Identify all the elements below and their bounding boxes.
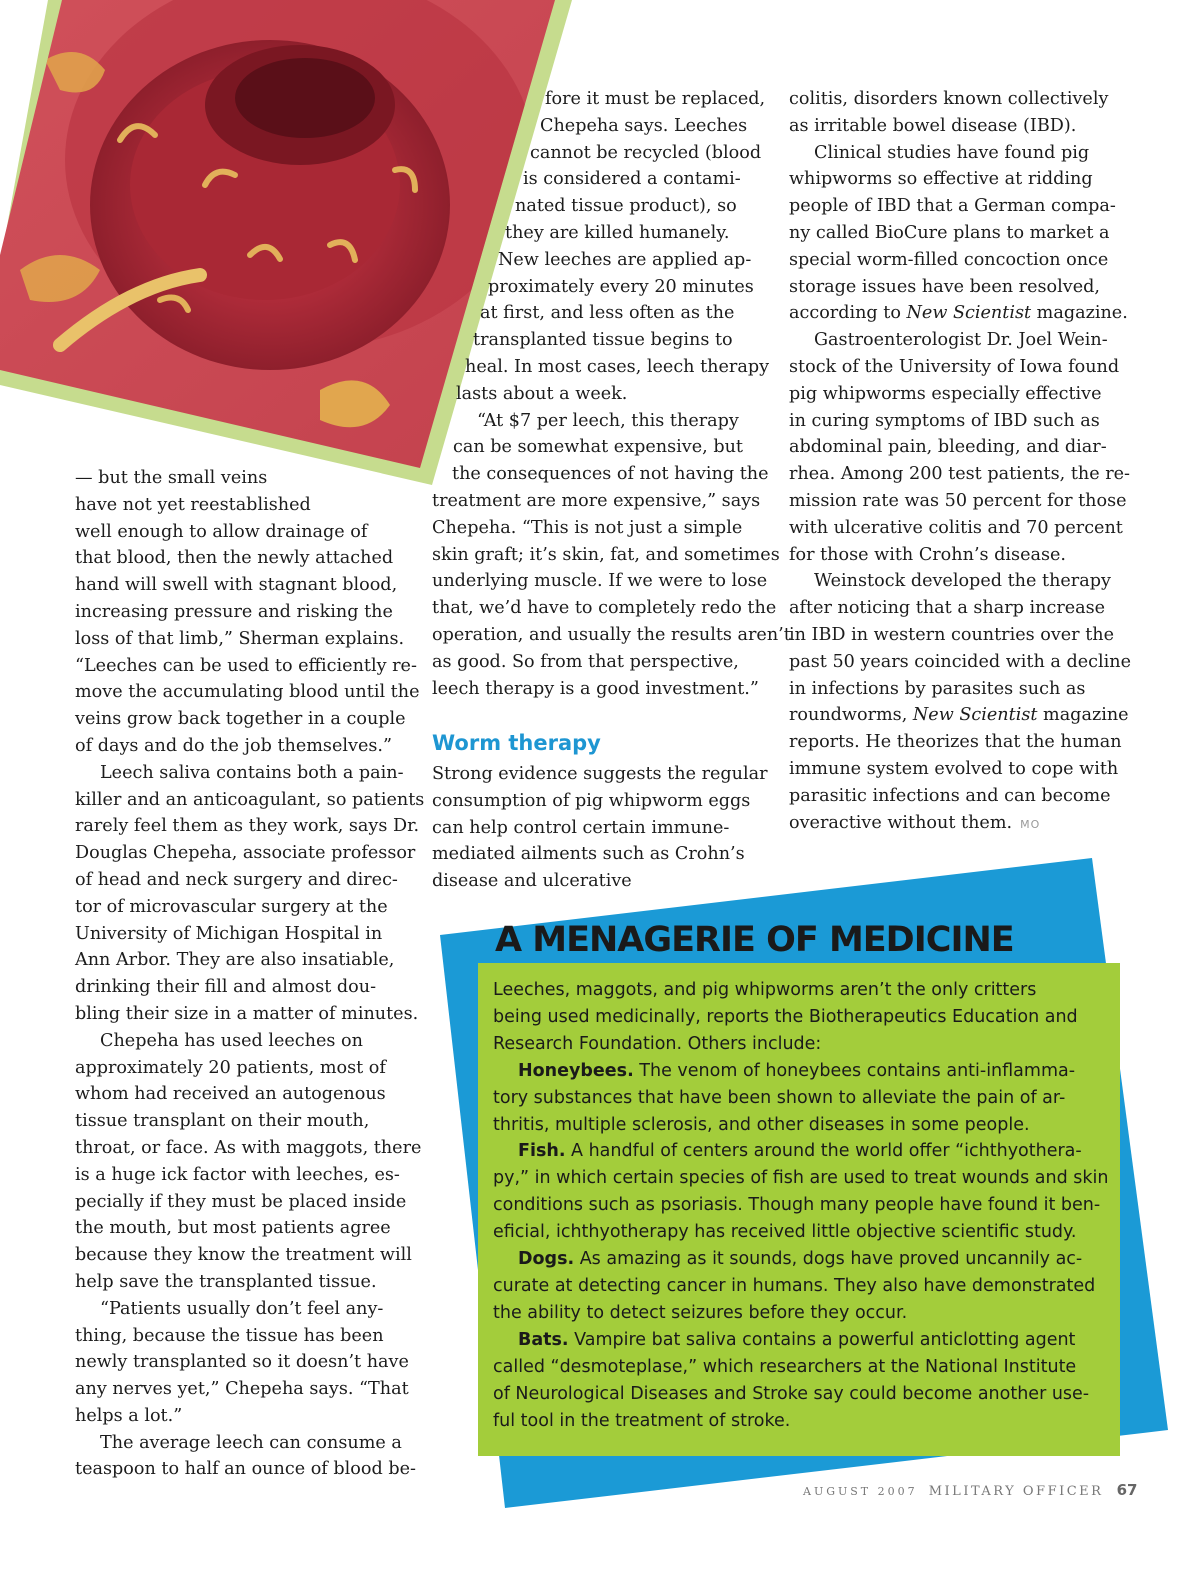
text-line: hand will swell with stagnant blood, [75, 575, 398, 596]
sidebar-item-lead: Dogs. [518, 1249, 575, 1270]
text-line: overactive without them. MO [789, 812, 1041, 833]
signoff-mark: MO [1020, 817, 1041, 831]
text-line: the ability to detect seizures before they occur. [493, 1302, 908, 1323]
text-line: “Leeches can be used to efficiently re- [75, 655, 417, 676]
sidebar-item-lead: Honeybees. [518, 1060, 634, 1081]
text-line: pig whipworms especially effective [789, 383, 1102, 404]
text-line: is a huge ick factor with leeches, es- [75, 1164, 400, 1185]
text-line: “At $7 per leech, this therapy [477, 410, 739, 431]
text-line: mission rate was 50 percent for those [789, 490, 1127, 511]
sidebar-body [493, 977, 1113, 1434]
text-line: for those with Crohn’s disease. [789, 544, 1067, 565]
sidebar-item-lead: Bats. [518, 1329, 569, 1350]
page-number: 67 [1116, 1481, 1138, 1499]
text-line: can help control certain immune- [432, 817, 730, 838]
text-line: can be somewhat expensive, but [453, 437, 743, 458]
text-line: thing, because the tissue has been [75, 1325, 384, 1346]
text-line: Fish. A handful of centers around the world offer “ichthyothera- [518, 1141, 1082, 1162]
text-line: rhea. Among 200 test patients, the re- [789, 464, 1130, 485]
text-line: ful tool in the treatment of stroke. [493, 1410, 791, 1431]
text-line: of Neurological Diseases and Stroke say could become another use- [493, 1383, 1090, 1404]
text-line: as good. So from that perspective, [432, 651, 739, 672]
text-line: heal. In most cases, leech therapy [465, 356, 770, 377]
text-line: drinking their fill and almost dou- [75, 977, 377, 998]
footer-date: AUGUST 2007 [803, 1485, 918, 1498]
text-line: colitis, disorders known collectively [789, 89, 1109, 109]
text-line: according to New Scientist magazine. [789, 303, 1128, 324]
text-line: well enough to allow drainage of [75, 521, 368, 542]
text-line: mediated ailments such as Crohn’s [432, 844, 745, 865]
text-line: newly transplanted so it doesn’t have [75, 1352, 409, 1373]
text-line: Honeybees. The venom of honeybees contains anti-inflamma- [518, 1060, 1076, 1081]
text-line: Leech saliva contains both a pain- [100, 762, 404, 783]
text-line: veins grow back together in a couple [75, 709, 406, 730]
text-line: Chepeha. “This is not just a simple [432, 517, 743, 538]
text-line: the mouth, but most patients agree [75, 1218, 391, 1239]
sidebar-item [493, 1246, 1113, 1327]
text-line: loss of that limb,” Sherman explains. [75, 628, 405, 649]
sidebar-item [493, 1138, 1113, 1246]
text-line: py,” in which certain species of fish are used to treat wounds and skin [493, 1168, 1109, 1189]
text-line: Dogs. As amazing as it sounds, dogs have proved uncannily ac- [518, 1249, 1083, 1270]
text-line: at first, and less often as the [480, 303, 735, 324]
text-line: leech therapy is a good investment.” [432, 678, 759, 699]
text-line: New leeches are applied ap- [498, 249, 752, 270]
text-line: operation, and usually the results aren’t [432, 624, 791, 645]
text-line: thritis, multiple sclerosis, and other diseases in some people. [493, 1114, 1030, 1135]
text-line: treatment are more expensive,” says [432, 490, 761, 511]
text-line: in IBD in western countries over the [789, 624, 1115, 645]
text-line: storage issues have been resolved, [789, 276, 1100, 297]
sidebar-item-lead: Fish. [518, 1141, 566, 1162]
text-line: special worm-filled concoction once [789, 249, 1109, 270]
text-line: tory substances that have been shown to alleviate the pain of ar- [493, 1087, 1066, 1108]
text-line: Gastroenterologist Dr. Joel Wein- [814, 330, 1108, 351]
text-line: as irritable bowel disease (IBD). [789, 115, 1077, 136]
text-line: abdominal pain, bleeding, and diar- [789, 437, 1107, 458]
text-line: parasitic infections and can become [789, 785, 1111, 806]
text-line: Chepeha says. Leeches [540, 115, 748, 136]
text-line: skin graft; it’s skin, fat, and sometimes [432, 544, 780, 565]
text-line: they are killed humanely. [505, 222, 730, 243]
text-line: eficial, ichthyotherapy has received little objective scientific study. [493, 1222, 1077, 1243]
text-line: with ulcerative colitis and 70 percent [789, 517, 1123, 538]
footer-magazine: MILITARY OFFICER [928, 1484, 1104, 1499]
text-line: helps a lot.” [75, 1405, 183, 1426]
text-line: The average leech can consume a [100, 1432, 402, 1453]
text-line: University of Michigan Hospital in [75, 923, 383, 944]
text-line: that, we’d have to completely redo the [432, 598, 777, 619]
text-line: after noticing that a sharp increase [789, 598, 1106, 619]
text-line: Research Foundation. Others include: [493, 1033, 822, 1054]
text-line: that blood, then the newly attached [75, 548, 394, 569]
text-line: past 50 years coincided with a decline [789, 651, 1131, 672]
text-line: disease and ulcerative [432, 871, 632, 892]
text-line: fore it must be replaced, [545, 89, 766, 109]
text-line: any nerves yet,” Chepeha says. “That [75, 1379, 409, 1400]
text-line: throat, or face. As with maggots, there [75, 1137, 422, 1158]
worm-therapy-subhead: Worm therapy [432, 731, 601, 755]
text-line: stock of the University of Iowa found [789, 356, 1120, 377]
text-line: tor of microvascular surgery at the [75, 896, 388, 917]
sidebar-item [493, 1058, 1113, 1139]
text-line: being used medicinally, reports the Biotherapeutics Education and [493, 1006, 1078, 1027]
text-line: Weinstock developed the therapy [814, 571, 1111, 592]
text-line: whipworms so effective at ridding [789, 169, 1093, 190]
text-line: pecially if they must be placed inside [75, 1191, 407, 1212]
text-line: “Patients usually don’t feel any- [100, 1298, 384, 1319]
text-line: consumption of pig whipworm eggs [432, 790, 751, 811]
text-line: tissue transplant on their mouth, [75, 1111, 370, 1132]
text-line: transplanted tissue begins to [473, 330, 733, 351]
text-line: have not yet reestablished [75, 494, 311, 515]
text-line: curate at detecting cancer in humans. They also have demonstrated [493, 1275, 1096, 1296]
text-line: Bats. Vampire bat saliva contains a powerful anticlotting agent [518, 1329, 1076, 1350]
sidebar-intro [493, 977, 1113, 1058]
text-line: the consequences of not having the [452, 464, 769, 485]
text-line: people of IBD that a German compa- [789, 196, 1116, 217]
text-line: bling their size in a matter of minutes. [75, 1003, 419, 1024]
text-line: reports. He theorizes that the human [789, 732, 1122, 753]
text-line: Ann Arbor. They are also insatiable, [75, 950, 395, 971]
sidebar-item [493, 1327, 1113, 1435]
text-line: proximately every 20 minutes [488, 276, 754, 297]
text-line: killer and an anticoagulant, so patients [75, 789, 425, 810]
text-line: Leeches, maggots, and pig whipworms aren’t the only critters [493, 980, 1037, 1000]
text-line: of days and do the job themselves.” [75, 735, 392, 756]
text-line: Douglas Chepeha, associate professor [75, 843, 416, 864]
text-line: help save the transplanted tissue. [75, 1271, 377, 1292]
text-line: is considered a contami- [523, 169, 741, 190]
text-line: underlying muscle. If we were to lose [432, 571, 768, 592]
text-line: in infections by parasites such as [789, 678, 1086, 699]
text-line: nated tissue product), so [515, 196, 737, 217]
text-line: Strong evidence suggests the regular [432, 764, 768, 784]
text-line: ny called BioCure plans to market a [789, 222, 1110, 243]
text-line: roundworms, New Scientist magazine [789, 705, 1129, 726]
text-line: move the accumulating blood until the [75, 682, 420, 703]
text-line: teaspoon to half an ounce of blood be- [75, 1459, 416, 1480]
text-line: increasing pressure and risking the [75, 601, 393, 622]
text-line: immune system evolved to cope with [789, 758, 1119, 779]
page-footer [803, 1480, 1137, 1499]
text-line: lasts about a week. [456, 383, 628, 404]
text-line: because they know the treatment will [75, 1245, 412, 1266]
text-line: approximately 20 patients, most of [75, 1057, 386, 1078]
text-line: Clinical studies have found pig [814, 142, 1090, 163]
text-line: conditions such as psoriasis. Though many people have found it ben- [493, 1195, 1101, 1216]
text-line: called “desmoteplase,” which researchers at the National Institute [493, 1356, 1077, 1377]
text-line: of head and neck surgery and direc- [75, 869, 398, 890]
text-line: — but the small veins [75, 468, 268, 488]
text-line: Chepeha has used leeches on [100, 1030, 363, 1051]
sidebar-title: A MENAGERIE OF MEDICINE [495, 920, 1014, 960]
text-line: cannot be recycled (blood [530, 142, 762, 163]
text-line: rarely feel them as they work, says Dr. [75, 816, 420, 837]
text-line: whom had received an autogenous [75, 1084, 386, 1105]
text-line: in curing symptoms of IBD such as [789, 410, 1100, 431]
